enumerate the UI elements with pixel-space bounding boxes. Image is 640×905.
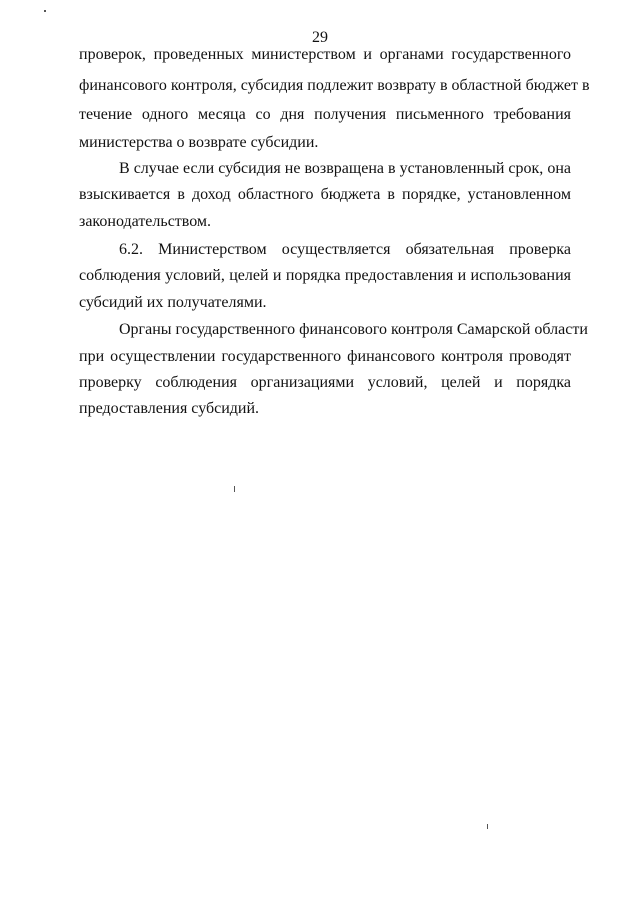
text-line: министерства о возврате субсидии. bbox=[79, 134, 319, 151]
text-line: законодательством. bbox=[79, 213, 212, 230]
text-line: 6.2. Министерством осуществляется обязательная проверка bbox=[119, 241, 571, 258]
scan-speck bbox=[487, 824, 488, 829]
text-line: проверок, проведенных министерством и органами государственного bbox=[79, 46, 571, 63]
page-number: 29 bbox=[312, 29, 328, 46]
text-line: взыскивается в доход областного бюджета в порядке, установленном bbox=[79, 186, 571, 203]
text-line: финансового контроля, субсидия подлежит возврату в областной бюджет в bbox=[79, 77, 590, 94]
text-line: субсидий их получателями. bbox=[79, 294, 267, 311]
text-line: В случае если субсидия не возвращена в установленный срок, она bbox=[119, 160, 571, 177]
text-line: предоставления субсидий. bbox=[79, 400, 260, 417]
text-line: Органы государственного финансового контроля Самарской области bbox=[119, 321, 588, 338]
scan-speck bbox=[234, 486, 235, 492]
text-line: течение одного месяца со дня получения письменного требования bbox=[79, 106, 571, 123]
scan-speck bbox=[44, 10, 46, 12]
text-line: соблюдения условий, целей и порядка предоставления и использования bbox=[79, 267, 571, 284]
text-line: при осуществлении государственного финансового контроля проводят bbox=[79, 348, 571, 365]
text-line: проверку соблюдения организациями условий, целей и порядка bbox=[79, 374, 571, 391]
